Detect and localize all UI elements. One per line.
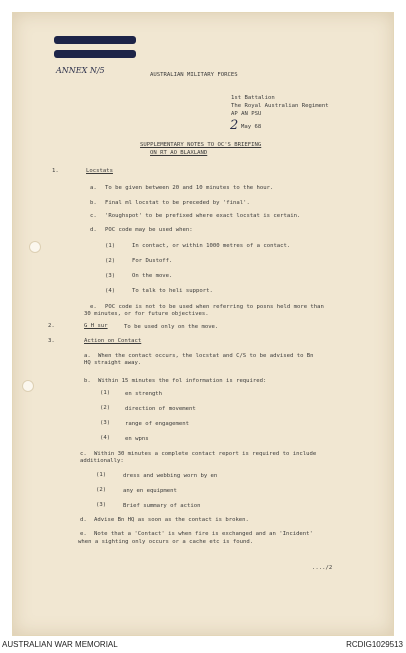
para-text: HQ straight away. — [84, 360, 142, 366]
list-item: Brief summary of action — [123, 503, 201, 509]
date-day-handwritten: 2 — [230, 118, 239, 133]
record-id: RCDIG1029513 — [346, 640, 403, 649]
list-item: To talk to heli support. — [132, 288, 213, 294]
list-item: direction of movement — [125, 406, 196, 412]
list-number: (3) — [105, 273, 116, 279]
para-text: when a sighting only occurs or a cache etc is found. — [78, 539, 254, 545]
redaction-bar — [54, 36, 136, 44]
doc-title-line2: ON RT AO BLAXLAND — [150, 150, 208, 156]
list-item: In contact, or within 1000 metres of a contact. — [132, 243, 291, 249]
list-number: (4) — [105, 288, 116, 294]
para-label: d. — [80, 517, 87, 523]
section-heading: Locstats — [86, 168, 113, 174]
page-reference: ..../2 — [312, 565, 333, 571]
para-text: When the contact occurs, the locstat and C/S to be advised to Bn — [98, 353, 314, 359]
list-number: (1) — [100, 390, 111, 396]
doc-title-line1: SUPPLEMENTARY NOTES TO OC'S BRIEFING — [140, 142, 262, 148]
list-item: dress and webbing worn by en — [123, 473, 218, 479]
punch-hole — [22, 380, 34, 392]
regiment-line: The Royal Australian Regiment — [231, 103, 329, 109]
list-number: (2) — [100, 405, 111, 411]
list-item: range of engagement — [125, 421, 189, 427]
para-text: Final ml locstat to be preceded by 'final'. — [105, 200, 250, 206]
list-number: (2) — [105, 258, 116, 264]
para-label: c. — [90, 213, 97, 219]
para-text: additionally: — [80, 458, 124, 464]
list-number: (1) — [96, 472, 107, 478]
para-text: POC code is not to be used when referring to posns held more than — [105, 304, 324, 310]
list-item: For Dustoff. — [132, 258, 173, 264]
list-item: en strength — [125, 391, 163, 397]
annex-handwritten: ANNEX N/5 — [56, 66, 105, 75]
list-item: en wpns — [125, 436, 149, 442]
para-text: To be used only on the move. — [124, 324, 219, 330]
archive-footer — [0, 637, 406, 653]
para-text: Within 30 minutes a complete contact report is required to include — [94, 451, 317, 457]
para-label: d. — [90, 227, 97, 233]
list-number: (1) — [105, 243, 116, 249]
para-text: 30 minutes, or for future objectives. — [84, 311, 209, 317]
list-number: (4) — [100, 435, 111, 441]
para-text: Advise Bn HQ as soon as the contact is broken. — [94, 517, 249, 523]
punch-hole — [29, 241, 41, 253]
para-label: e. — [80, 531, 87, 537]
battalion-line: 1st Battalion — [231, 95, 275, 101]
section-heading: G H sur — [84, 323, 108, 329]
para-label: a. — [90, 185, 97, 191]
para-label: a. — [84, 353, 91, 359]
para-text: 'Roughspot' to be prefixed where exact locstat is certain. — [105, 213, 301, 219]
para-text: Note that a 'Contact' is when fire is exchanged and an 'Incident' — [94, 531, 313, 537]
list-item: On the move. — [132, 273, 173, 279]
date-line: May 68 — [241, 124, 262, 130]
para-text: POC code may be used when: — [105, 227, 193, 233]
list-number: (3) — [100, 420, 111, 426]
postal-line: AP AN PSU — [231, 111, 262, 117]
section-heading: Action on Contact — [84, 338, 142, 344]
para-label: e. — [90, 304, 97, 310]
section-number: 2. — [48, 323, 55, 329]
archive-name: AUSTRALIAN WAR MEMORIAL — [2, 640, 118, 649]
forces-heading: AUSTRALIAN MILITARY FORCES — [150, 72, 238, 78]
para-label: b. — [90, 200, 97, 206]
list-number: (2) — [96, 487, 107, 493]
para-label: b. — [84, 378, 91, 384]
para-label: c. — [80, 451, 87, 457]
section-number: 3. — [48, 338, 55, 344]
para-text: To be given between 20 and 10 minutes to the hour. — [105, 185, 274, 191]
section-number: 1. — [52, 168, 59, 174]
para-text: Within 15 minutes the fol information is required: — [98, 378, 267, 384]
list-item: any en equipment — [123, 488, 177, 494]
list-number: (3) — [96, 502, 107, 508]
redaction-bar — [54, 50, 136, 58]
